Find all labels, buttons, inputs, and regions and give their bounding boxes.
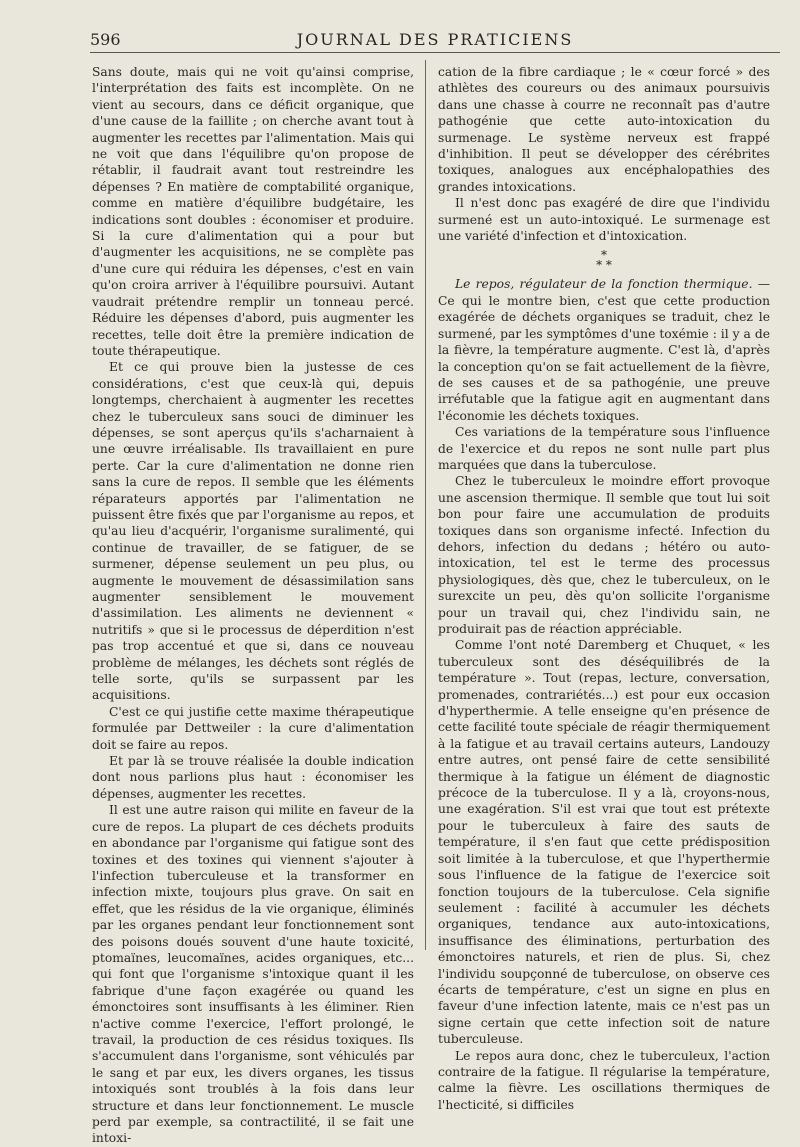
paragraph: Et par là se trouve réalisée la double indication dont nous parlions plus haut : économiser les dépenses, augmenter les recettes. [92,754,414,801]
paragraph: Le repos aura donc, chez le tuberculeux, l'action contraire de la fatigue. Il régularise la température, calme la fièvre. Les oscillations thermiques de l'hecticité, si difficiles [438,1048,770,1112]
page-number: 596 [90,30,121,49]
paragraph: Il est une autre raison qui milite en faveur de la cure de repos. La plupart de ces déchets produits en abondance par l'organisme qui fatigue sont des toxines et des toxines qui viennent s'ajouter à l'infection tuberculeuse et la transformer en infection mixte, toujours plus grave. On sait en effet, que les résidus de la vie organique, éliminés par les organes pendant leur fonctionnement sont des poisons doués souvent d'une haute toxicité, ptomaïnes, leucomaïnes, acides organiques, etc... qui font que l'organisme s'intoxique quant il les fabrique d'une façon exagérée ou quand les émonctoires sont insuffisants à les éliminer. Rien n'active comme l'exercice, l'effort prolongé, le travail, la production de ces résidus toxiques. Ils s'accumulent dans l'organisme, sont véhiculés par le sang et par eux, les divers organes, les tissus intoxiqués sont troublés à la fois dans leur structure et dans leur fonctionnement. Le muscle perd par exemple, sa contractilité, il se fait une intoxi- [92,803,414,1146]
star-bottom: * * [596,258,612,273]
paragraph: Chez le tuberculeux le moindre effort provoque une ascension thermique. Il semble que tout lui soit bon pour faire une accumulation de produits toxiques dans son organisme infecté. Infection du dehors, infection du dedans ; hétéro ou auto-intoxication, tel est le terme des processus physiologiques, dès que, chez le tuberculeux, on le surexcite un peu, dès qu'on sollicite l'organisme pour un travail qui, chez l'individu sain, ne produirait pas de réaction appréciable. [438,474,770,636]
paragraph: Comme l'ont noté Daremberg et Chuquet, « les tuberculeux sont des déséquilibrés de la température ». Tout (repas, lecture, conversation, promenades, contrariétés...) est pour eux occasion d'hyperthermie. A telle enseigne qu'en présence de cette facilité toute spéciale de réagir thermiquement à la fatigue et au travail certains auteurs, Landouzy entre autres, ont pensé faire de cette sensibilité thermique à la fatigue un élément de diagnostic précoce de la tuberculose. Il y a là, croyons-nous, une exagération. S'il est vrai que tout est prétexte pour le tuberculeux à faire des sauts de température, il s'en faut que cette prédisposition soit limitée à la tuberculose, et que l'hyperthermie sous l'influence de la fatigue de l'exercice soit fonction toujours de la tuberculose. Cela signifie seulement : facilité à accumuler les déchets organiques, tendance aux auto-intoxications, insuffisance des éliminations, perturbation des émonctoires naturels, et rien de plus. Si, chez l'individu soupçonné de tuberculose, on observe ces écarts de température, c'est un signe en plus en faveur d'une infection latente, mais ce n'est pas un signe certain que cette infection soit de nature tuberculeuse. [438,638,770,1047]
right-column [438,64,770,1113]
column-divider [425,60,426,950]
paragraph: cation de la fibre cardiaque ; le « cœur forcé » des athlètes des coureurs ou des animaux poursuivis dans une chasse à courre ne reconnaît pas d'autre pathogénie que cette auto-intoxication du surmenage. Le système nerveux est frappé d'inhibition. Il peut se développer des cérébrites toxiques, analogues aux encéphalopathies des grandes intoxications. [438,65,770,194]
paragraph: Et ce qui prouve bien la justesse de ces considérations, c'est que ceux-là qui, depuis longtemps, cherchaient à augmenter les recettes chez le tuberculeux sans souci de diminuer les dépenses, se sont aperçus qu'ils s'acharnaient à une œuvre irréalisable. Ils travaillaient en pure perte. Car la cure d'alimentation ne donne rien sans la cure de repos. Il semble que les éléments réparateurs apportés par l'alimentation ne puissent être fixés que par l'organisme au repos, et qu'au lieu d'acquérir, l'organisme suralimenté, qui continue de travailler, de se fatiguer, de se surmener, dépense seulement un peu plus, ou augmente le mouvement de désassimilation sans augmenter sensiblement le mouvement d'assimilation. Les aliments ne deviennent « nutritifs » que si le processus de déperdition n'est pas trop accentué et que si, dans ce nouveau problème de mélanges, les déchets sont réglés de telle sorte, qu'ils se surpassent par les acquisitions. [92,360,414,703]
paragraph: Ces variations de la température sous l'influence de l'exercice et du repos ne sont nulle part plus marquées que dans la tuberculose. [438,425,770,472]
paragraph: Sans doute, mais qui ne voit qu'ainsi comprise, l'interprétation des faits est incomplète. On ne vient au secours, dans ce déficit organique, que d'une cause de la faillite ; on cherche avant tout à augmenter les recettes par l'alimentation. Mais qui ne voit que dans l'équilibre qu'on propose de rétablir, il faudrait avant tout restreindre les dépenses ? En matière de comptabilité organique, comme en matière d'équilibre budgétaire, les indications sont doubles : économiser et produire. Si la cure d'alimentation qui a pour but d'augmenter les acquisitions, ne se complète pas d'une cure qui réduira les dépenses, c'est en vain qu'on croira arriver à l'équilibre poursuivi. Autant vaudrait prétendre remplir un tonneau percé. Réduire les dépenses d'abord, puis augmenter les recettes, telle doit être la première indication de toute thérapeutique. [92,65,414,358]
section-separator-stars [438,248,770,273]
star-top: * [601,248,607,263]
paragraph: Il n'est donc pas exagéré de dire que l'individu surmené est un auto-intoxiqué. Le surmenage est une variété d'infection et d'intoxication. [438,196,770,244]
page-header [90,30,780,53]
paragraph: C'est ce qui justifie cette maxime thérapeutique formulée par Dettweiler : la cure d'alimentation doit se faire au repos. [92,704,414,752]
journal-title: JOURNAL DES PRATICIENS [296,30,574,49]
left-column [92,64,414,1147]
section-first-paragraph [438,276,770,424]
section-first-paragraph-text: — Ce qui le montre bien, c'est que cette production exagérée de déchets organiques se traduit, chez le surmené, par les symptômes d'une toxémie : il y a de la fièvre, la température augmente. C'est là, d'après la conception qu'on se fait actuellement de la fièvre, de ses causes et de sa pathogénie, une preuve irréfutable que la fatigue agit en augmentant dans l'économie les déchets toxiques. [438,277,770,423]
section-heading: Le repos, régulateur de la fonction thermique. [455,277,753,292]
